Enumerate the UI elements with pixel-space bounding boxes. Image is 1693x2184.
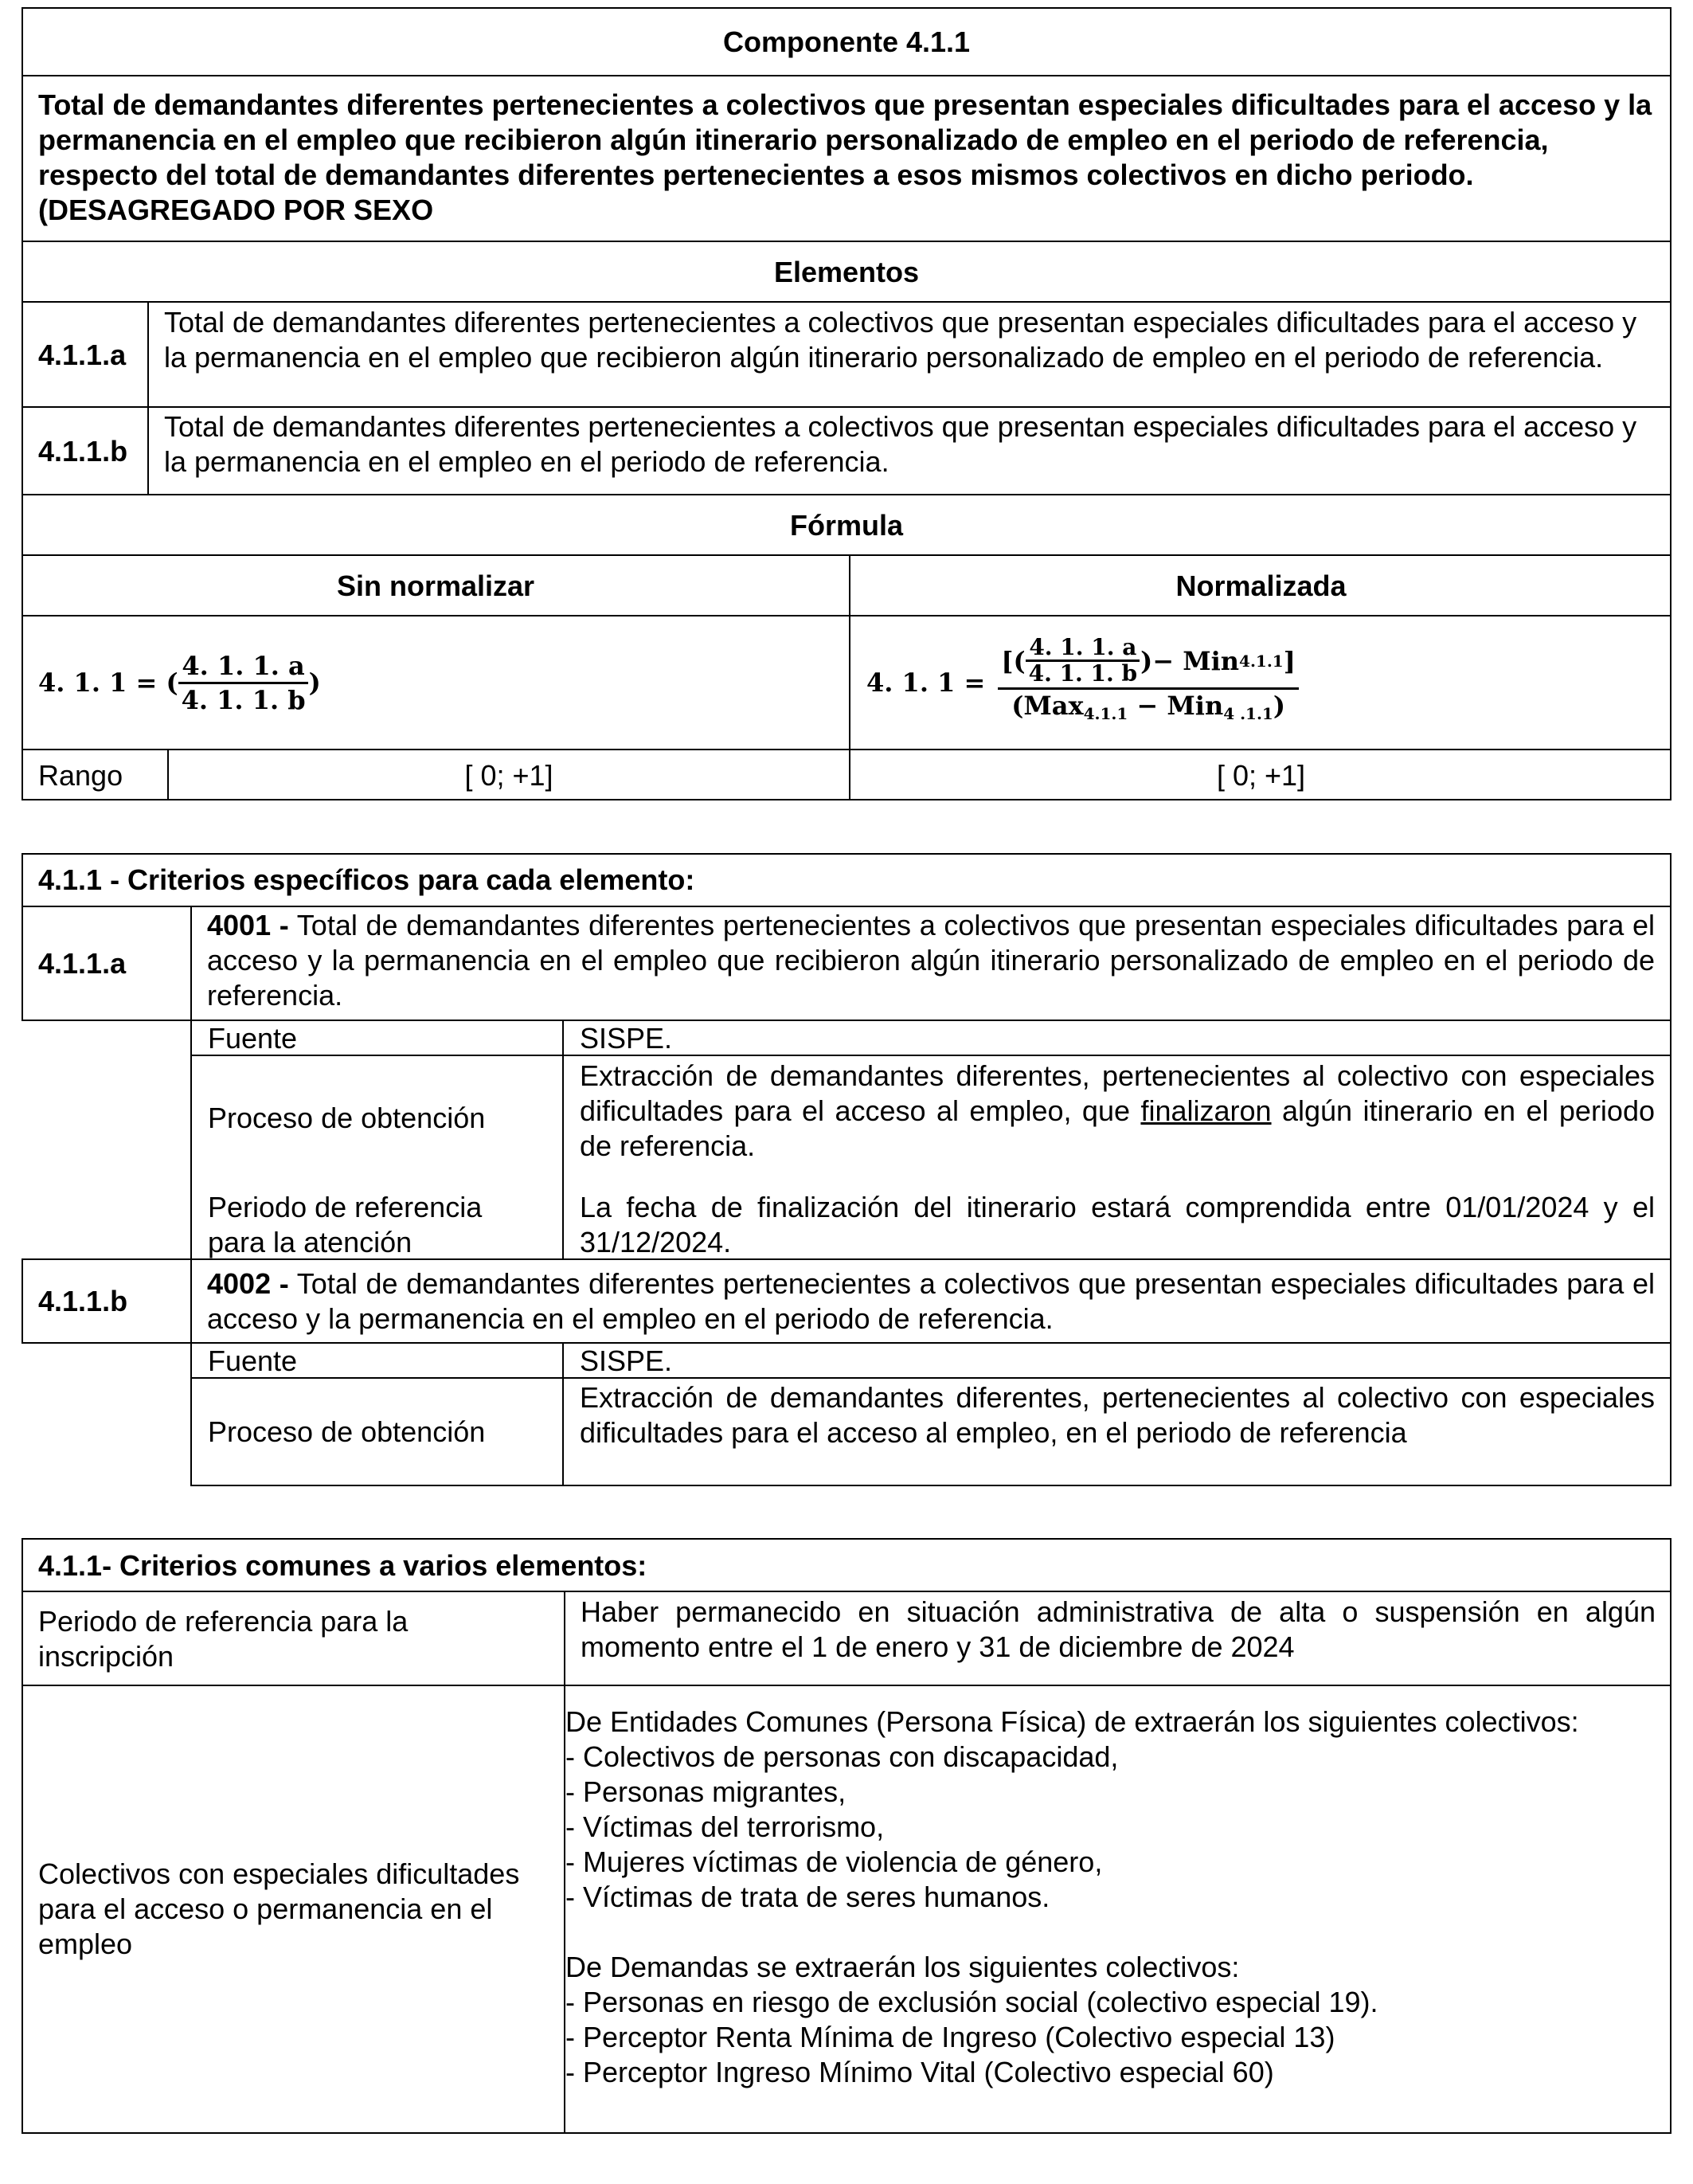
formula-normalizada (866, 616, 1663, 749)
colectivos-label: Colectivos con especiales dificultades para el acceso o permanencia en el empleo (38, 1857, 520, 1960)
inner-fraction (1026, 636, 1141, 686)
colectivos-list (565, 1705, 1664, 2090)
element-b-id: 4002 - (207, 1267, 289, 1300)
proceso-value: Extracción de demandantes diferentes, pertenecientes al colectivo con especiales dificultades para el acceso al empleo, en el periodo de referencia (580, 1381, 1655, 1449)
min-sub: 4.1.1 (1239, 651, 1284, 671)
proceso-underlined: finalizaron (1140, 1094, 1272, 1127)
element-a-description (207, 908, 1655, 1013)
divider (22, 406, 1671, 408)
list-item: - Víctimas de trata de seres humanos. (565, 1881, 1050, 1913)
fuente-label: Fuente (208, 1344, 298, 1377)
sin-normalizar-header: Sin normalizar (336, 569, 535, 602)
periodo-label: Periodo de referencia para la atención (208, 1191, 483, 1258)
list-item: - Personas en riesgo de exclusión social (colectivo especial 19). (565, 1986, 1378, 2018)
list-item: - Perceptor Renta Mínima de Ingreso (Colectivo especial 13) (565, 2021, 1335, 2053)
divider (190, 1258, 192, 1344)
component-title: Componente 4.1.1 (722, 25, 971, 58)
element-a-text: Total de demandantes diferentes pertenecientes a colectivos que presentan especiales dificultades para el acceso y la permanencia en el empleo que recibieron algún itinerario personalizado de empleo en el periodo de referencia. (207, 909, 1656, 1012)
formula-norm-fraction (998, 636, 1299, 730)
element-code: 4.1.1.a (38, 339, 127, 371)
periodo-inscripcion-value: Haber permanecido en situación administrativa de alta o suspensión en algún momento entre el 1 de enero y 31 de diciembre de 2024 (581, 1595, 1656, 1663)
element-b-description (207, 1266, 1655, 1337)
rango-sin-normalizar: [ 0; +1] (464, 758, 553, 792)
list-item: - Mujeres víctimas de violencia de género, (565, 1845, 1103, 1878)
element-b-code: 4.1.1.b (38, 1284, 128, 1317)
fuente-label: Fuente (208, 1022, 298, 1055)
rango-normalizada: [ 0; +1] (1216, 758, 1306, 792)
inner-numerator: 4. 1. 1. a (1026, 636, 1140, 662)
fuente-value: SISPE. (580, 1344, 673, 1377)
periodo-value: La fecha de finalización del itinerario estará comprendida entre 01/01/2024 y el 31/12/2024. (580, 1191, 1655, 1258)
elementos-title: Elementos (773, 256, 920, 288)
component-description: Total de demandantes diferentes pertenecientes a colectivos que presentan especiales dificultades para el acceso y la permanencia en el empleo que recibieron algún itinerario personalizado de empleo en el periodo de referencia, respecto del total de demandantes diferentes pertenecientes a esos mismos colectivos en dicho periodo. (DESAGREGADO POR SEXO (38, 88, 1652, 226)
open-bracket: [( (1001, 645, 1026, 676)
criterios-comunes-title: 4.1.1- Criterios comunes a varios elementos: (38, 1549, 647, 1582)
formula-fraction (178, 650, 309, 716)
min-sub-bottom: 4 .1.1 (1223, 704, 1273, 723)
formula-lhs: 4. 1. 1 = (866, 667, 986, 698)
close-paren: ) (1273, 691, 1285, 721)
proceso-text: Extracción de demandantes diferentes, pertenecientes al colectivo con especiales dificultades para el acceso al empleo, que (580, 1059, 1655, 1127)
element-text: Total de demandantes diferentes pertenecientes a colectivos que presentan especiales dificultades para el acceso y la permanencia en el empleo en el periodo de referencia. (164, 410, 1637, 478)
element-a-id: 4001 - (207, 909, 289, 941)
formula-denominator: 4. 1. 1. b (181, 684, 306, 715)
formula-norm-numerator (998, 636, 1299, 690)
proceso-value (580, 1059, 1655, 1164)
divider (190, 906, 192, 1021)
element-code: 4.1.1.b (38, 435, 128, 468)
inner-denominator: 4. 1. 1. b (1028, 660, 1138, 687)
fuente-value: SISPE. (580, 1022, 673, 1055)
element-text: Total de demandantes diferentes pertenecientes a colectivos que presentan especiales dificultades para el acceso y la permanencia en el empleo que recibieron algún itinerario personalizado de empleo en el periodo de referencia. (164, 306, 1637, 374)
close-bracket: ] (1283, 645, 1296, 676)
formula-numerator: 4. 1. 1. a (178, 650, 307, 684)
list-item: - Colectivos de personas con discapacidad, (565, 1740, 1119, 1773)
formula-title: Fórmula (789, 509, 903, 542)
list-item: - Personas migrantes, (565, 1775, 846, 1808)
formula-norm-denominator (1008, 690, 1288, 730)
spacer (565, 1915, 1664, 1950)
criterios-especificos-title: 4.1.1 - Criterios específicos para cada elemento: (38, 863, 695, 896)
max-sub: 4.1.1 (1083, 704, 1128, 723)
list-intro: De Entidades Comunes (Persona Física) de extraerán los siguientes colectivos: (565, 1705, 1579, 1738)
normalizada-header: Normalizada (1175, 569, 1347, 602)
element-a-code: 4.1.1.a (38, 946, 127, 980)
divider (22, 75, 1671, 76)
list-item: - Víctimas del terrorismo, (565, 1810, 885, 1843)
list-item: - Perceptor Ingreso Mínimo Vital (Colectivo especial 60) (565, 2056, 1274, 2088)
rango-label: Rango (38, 758, 123, 792)
periodo-inscripcion-label: Periodo de referencia para la inscripción (38, 1605, 409, 1673)
formula-lhs: 4. 1. 1 = ( (38, 667, 178, 698)
proceso-label: Proceso de obtención (208, 1102, 486, 1134)
formula-close: ) (308, 667, 321, 698)
proceso-text-end: algún itinerario en el periodo de referencia. (580, 1094, 1655, 1162)
min-term-bottom: − Min (1128, 691, 1224, 721)
divider (22, 301, 1671, 303)
formula-sin-normalizar (38, 616, 835, 749)
min-term: )− Min (1140, 645, 1240, 676)
element-b-text: Total de demandantes diferentes pertenecientes a colectivos que presentan especiales dificultades para el acceso y la permanencia en el empleo en el periodo de referencia. (207, 1267, 1656, 1335)
max-term: (Max (1011, 691, 1084, 721)
list-intro: De Demandas se extraerán los siguientes colectivos: (565, 1951, 1240, 1983)
proceso-label: Proceso de obtención (208, 1415, 486, 1448)
